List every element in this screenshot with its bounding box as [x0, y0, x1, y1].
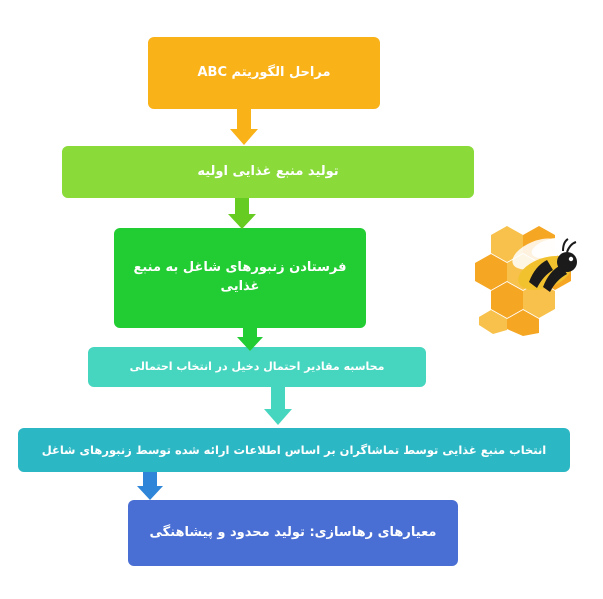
bee-on-honeycomb-illustration	[463, 218, 583, 336]
flow-node-initial-food-source[interactable]	[62, 146, 474, 198]
flow-node-initial-food-source-label: تولید منبع غذایی اولیه	[197, 163, 339, 179]
flow-node-send-employed-bees[interactable]	[114, 228, 366, 328]
flow-node-onlooker-selection[interactable]	[18, 428, 570, 472]
flow-node-abandonment-criteria-label: معیارهای رهاسازی: تولید محدود و پیشاهنگی	[149, 524, 437, 540]
honeycomb-bee-svg	[463, 218, 583, 336]
flow-node-calc-probability[interactable]	[88, 347, 426, 387]
flow-node-onlooker-selection-label: انتخاب منبع غذایی توسط تماشاگران بر اساس اطلاعات ارائه شده توسط زنبورهای شاغل	[41, 442, 547, 457]
flow-node-send-employed-bees-label: فرستادن زنبورهای شاغل به منبع غذایی	[133, 260, 347, 294]
flow-node-calc-probability-label: محاسبه مقادیر احتمال دخیل در انتخاب احتمالی	[129, 360, 385, 374]
flow-node-abandonment-criteria[interactable]	[128, 500, 458, 566]
flow-node-title-label: مراحل الگوریتم ABC	[197, 64, 331, 80]
flow-node-title[interactable]	[148, 37, 380, 109]
